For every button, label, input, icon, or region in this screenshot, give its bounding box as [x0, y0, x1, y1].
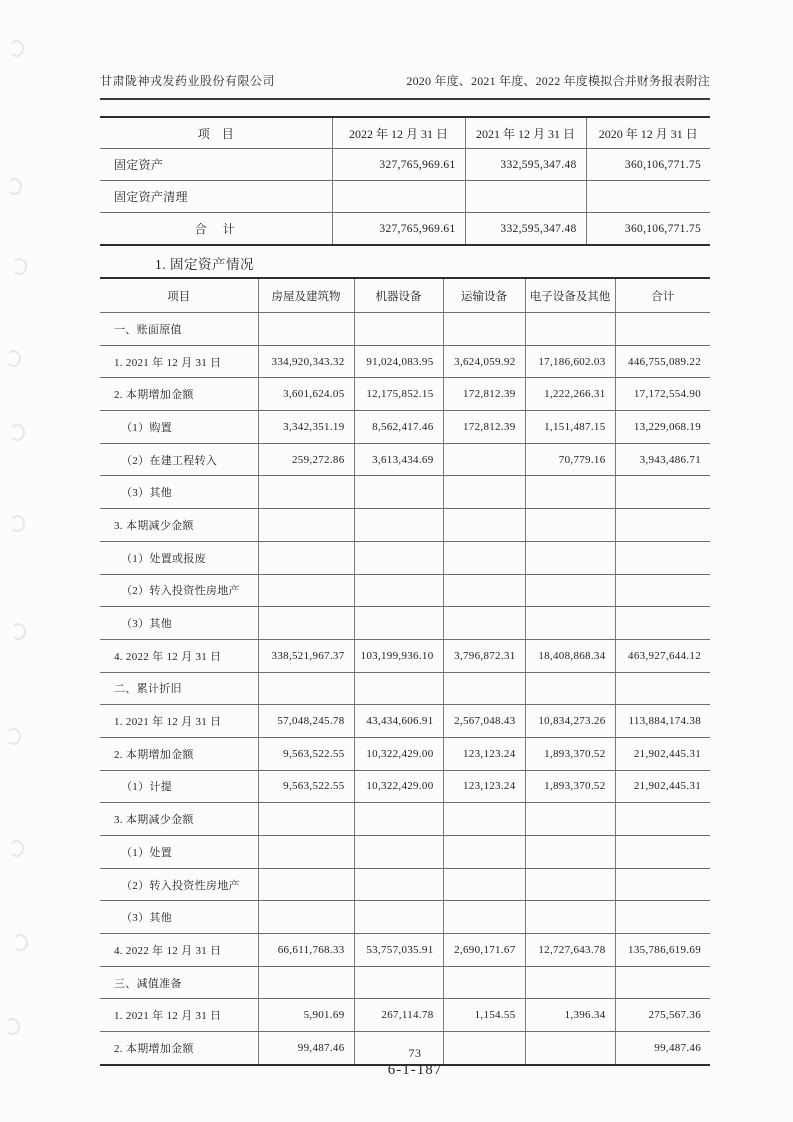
value-cell: 70,779.16	[525, 443, 615, 476]
value-cell	[525, 541, 615, 574]
table-row	[100, 181, 710, 213]
value-cell	[443, 541, 525, 574]
row-label: 4. 2022 年 12 月 31 日	[100, 934, 258, 967]
table-row	[100, 509, 710, 542]
table-row	[100, 705, 710, 738]
value-cell: 1,893,370.52	[525, 737, 615, 770]
value-cell	[525, 509, 615, 542]
row-label: 1. 2021 年 12 月 31 日	[100, 345, 258, 378]
value-cell	[615, 901, 710, 934]
value-cell	[443, 574, 525, 607]
value-cell	[443, 443, 525, 476]
value-cell: 66,611,768.33	[258, 934, 354, 967]
value-cell: 259,272.86	[258, 443, 354, 476]
value-cell: 123,123.24	[443, 737, 525, 770]
value-cell	[443, 901, 525, 934]
table-row	[100, 411, 710, 444]
value-cell	[258, 901, 354, 934]
value-cell	[258, 836, 354, 869]
row-label: 三、减值准备	[100, 966, 258, 999]
value-cell	[354, 313, 443, 346]
row-label: （1）处置	[100, 836, 258, 869]
scan-artifact	[7, 178, 22, 195]
scan-artifact	[10, 515, 25, 532]
table-row	[100, 313, 710, 346]
table-row	[100, 574, 710, 607]
value-cell: 5,901.69	[258, 999, 354, 1032]
value-cell: 21,902,445.31	[615, 770, 710, 803]
value-cell: 338,521,967.37	[258, 639, 354, 672]
value-cell: 3,624,059.92	[443, 345, 525, 378]
value-cell	[615, 313, 710, 346]
column-header: 运输设备	[443, 278, 525, 313]
value-cell: 13,229,068.19	[615, 411, 710, 444]
table-row	[100, 672, 710, 705]
value-cell	[354, 476, 443, 509]
value-cell	[258, 476, 354, 509]
row-label: 3. 本期减少金额	[100, 509, 258, 542]
value-cell	[525, 901, 615, 934]
document-number: 6-1-187	[387, 1062, 443, 1078]
page-content	[100, 72, 710, 1066]
row-label: 固定资产清理	[100, 181, 332, 213]
value-cell	[615, 607, 710, 640]
column-header: 项目	[100, 278, 258, 313]
row-label: （1）购置	[100, 411, 258, 444]
value-cell	[443, 672, 525, 705]
value-cell	[258, 672, 354, 705]
column-header: 2021 年 12 月 31 日	[465, 117, 586, 149]
value-cell	[615, 476, 710, 509]
value-cell	[258, 541, 354, 574]
table-row	[100, 803, 710, 836]
value-cell	[525, 868, 615, 901]
value-cell: 1,396.34	[525, 999, 615, 1032]
value-cell	[443, 607, 525, 640]
value-cell	[258, 966, 354, 999]
value-cell	[258, 868, 354, 901]
value-cell	[465, 181, 586, 213]
value-cell: 3,796,872.31	[443, 639, 525, 672]
value-cell	[615, 509, 710, 542]
value-cell	[443, 966, 525, 999]
table-row	[100, 541, 710, 574]
value-cell: 17,172,554.90	[615, 378, 710, 411]
value-cell: 3,601,624.05	[258, 378, 354, 411]
value-cell	[354, 966, 443, 999]
value-cell	[443, 313, 525, 346]
value-cell: 103,199,936.10	[354, 639, 443, 672]
value-cell: 21,902,445.31	[615, 737, 710, 770]
row-label: （2）在建工程转入	[100, 443, 258, 476]
row-label: 合 计	[194, 222, 237, 236]
value-cell	[354, 509, 443, 542]
value-cell: 10,322,429.00	[354, 770, 443, 803]
value-cell	[615, 574, 710, 607]
value-cell	[525, 803, 615, 836]
value-cell	[354, 868, 443, 901]
table-row	[100, 345, 710, 378]
value-cell	[525, 313, 615, 346]
value-cell: 91,024,083.95	[354, 345, 443, 378]
value-cell	[443, 476, 525, 509]
value-cell	[615, 836, 710, 869]
table-row	[100, 737, 710, 770]
row-label: （1）处置或报废	[100, 541, 258, 574]
value-cell	[525, 574, 615, 607]
value-cell: 17,186,602.03	[525, 345, 615, 378]
value-cell	[525, 966, 615, 999]
value-cell: 43,434,606.91	[354, 705, 443, 738]
row-label: 1. 2021 年 12 月 31 日	[100, 705, 258, 738]
value-cell: 446,755,089.22	[615, 345, 710, 378]
summary-table	[100, 116, 710, 246]
column-header: 合计	[615, 278, 710, 313]
section-heading: 1. 固定资产情况	[155, 257, 254, 272]
scan-artifact	[6, 728, 21, 745]
value-cell	[332, 181, 465, 213]
page-number: 73	[408, 1046, 422, 1060]
value-cell	[615, 541, 710, 574]
page-footer	[100, 1046, 730, 1079]
scan-artifact	[12, 258, 27, 275]
column-header: 2020 年 12 月 31 日	[586, 117, 710, 149]
value-cell: 18,408,868.34	[525, 639, 615, 672]
value-cell: 332,595,347.48	[465, 213, 586, 246]
row-label: 2. 本期增加金额	[100, 737, 258, 770]
value-cell: 57,048,245.78	[258, 705, 354, 738]
value-cell	[586, 181, 710, 213]
fixed-assets-detail-table	[100, 277, 710, 1066]
scan-artifact	[9, 40, 24, 57]
value-cell: 1,893,370.52	[525, 770, 615, 803]
value-cell: 3,943,486.71	[615, 443, 710, 476]
value-cell: 12,175,852.15	[354, 378, 443, 411]
value-cell: 12,727,643.78	[525, 934, 615, 967]
value-cell: 2,690,171.67	[443, 934, 525, 967]
row-label: （3）其他	[100, 476, 258, 509]
value-cell: 327,765,969.61	[332, 149, 465, 181]
scan-artifact	[13, 934, 28, 951]
row-label: （1）计提	[100, 770, 258, 803]
value-cell: 360,106,771.75	[586, 213, 710, 246]
row-label: （2）转入投资性房地产	[100, 868, 258, 901]
value-cell	[258, 313, 354, 346]
scan-artifact	[10, 424, 25, 441]
table-row	[100, 607, 710, 640]
value-cell: 99,487.46	[615, 1032, 710, 1065]
table-row	[100, 999, 710, 1032]
value-cell	[258, 803, 354, 836]
value-cell	[525, 672, 615, 705]
value-cell: 1,151,487.15	[525, 411, 615, 444]
value-cell: 3,613,434.69	[354, 443, 443, 476]
value-cell: 53,757,035.91	[354, 934, 443, 967]
value-cell: 3,342,351.19	[258, 411, 354, 444]
value-cell	[443, 836, 525, 869]
table-row	[100, 966, 710, 999]
row-label: （3）其他	[100, 607, 258, 640]
row-label: 4. 2022 年 12 月 31 日	[100, 639, 258, 672]
page-header	[100, 72, 710, 89]
value-cell	[258, 574, 354, 607]
row-label: 1. 2021 年 12 月 31 日	[100, 999, 258, 1032]
value-cell: 327,765,969.61	[332, 213, 465, 246]
value-cell: 123,123.24	[443, 770, 525, 803]
scan-artifact	[6, 350, 21, 367]
scan-artifact	[9, 840, 24, 857]
row-label: 2. 本期增加金额	[114, 1042, 194, 1055]
value-cell	[354, 803, 443, 836]
value-cell	[615, 868, 710, 901]
value-cell: 99,487.46	[258, 1032, 354, 1065]
detail-table-header-row	[100, 278, 710, 313]
row-label: 二、累计折旧	[100, 672, 258, 705]
company-name: 甘肃陇神戎发药业股份有限公司	[100, 74, 276, 88]
value-cell: 8,562,417.46	[354, 411, 443, 444]
row-label: 固定资产	[100, 149, 332, 181]
value-cell: 135,786,619.69	[615, 934, 710, 967]
value-cell: 1,154.55	[443, 999, 525, 1032]
row-label: 一、账面原值	[100, 313, 258, 346]
value-cell: 332,595,347.48	[465, 149, 586, 181]
column-header: 机器设备	[354, 278, 443, 313]
table-row	[100, 149, 710, 181]
value-cell: 267,114.78	[354, 999, 443, 1032]
table-row	[100, 476, 710, 509]
column-header: 2022 年 12 月 31 日	[332, 117, 465, 149]
table-row	[100, 378, 710, 411]
value-cell: 172,812.39	[443, 411, 525, 444]
table-row	[100, 639, 710, 672]
column-header: 房屋及建筑物	[258, 278, 354, 313]
value-cell: 9,563,522.55	[258, 770, 354, 803]
value-cell	[354, 574, 443, 607]
summary-table-header-row	[100, 117, 710, 149]
value-cell	[354, 607, 443, 640]
value-cell	[354, 541, 443, 574]
value-cell: 2,567,048.43	[443, 705, 525, 738]
value-cell	[615, 803, 710, 836]
column-header: 电子设备及其他	[525, 278, 615, 313]
row-label: 3. 本期减少金额	[100, 803, 258, 836]
value-cell	[525, 607, 615, 640]
table-row	[100, 836, 710, 869]
value-cell	[354, 836, 443, 869]
value-cell: 334,920,343.32	[258, 345, 354, 378]
value-cell: 275,567.36	[615, 999, 710, 1032]
header-divider	[100, 98, 710, 100]
table-row	[100, 443, 710, 476]
value-cell: 10,834,273.26	[525, 705, 615, 738]
value-cell: 10,322,429.00	[354, 737, 443, 770]
table-row	[100, 868, 710, 901]
row-label: 2. 本期增加金额	[100, 378, 258, 411]
value-cell	[354, 672, 443, 705]
value-cell	[615, 672, 710, 705]
value-cell	[525, 476, 615, 509]
value-cell	[443, 509, 525, 542]
value-cell	[258, 607, 354, 640]
value-cell	[443, 868, 525, 901]
row-label: （3）其他	[100, 901, 258, 934]
table-row	[100, 934, 710, 967]
value-cell: 113,884,174.38	[615, 705, 710, 738]
report-title: 2020 年度、2021 年度、2022 年度模拟合并财务报表附注	[406, 74, 710, 88]
value-cell: 172,812.39	[443, 378, 525, 411]
value-cell	[258, 509, 354, 542]
value-cell: 9,563,522.55	[258, 737, 354, 770]
value-cell: 1,222,266.31	[525, 378, 615, 411]
value-cell	[525, 836, 615, 869]
table-row	[100, 901, 710, 934]
value-cell	[615, 966, 710, 999]
scan-artifact	[5, 1018, 20, 1035]
row-label: （2）转入投资性房地产	[100, 574, 258, 607]
column-header: 项 目	[100, 117, 332, 149]
value-cell	[354, 901, 443, 934]
value-cell: 360,106,771.75	[586, 149, 710, 181]
scan-artifact	[11, 623, 26, 640]
value-cell	[443, 803, 525, 836]
table-row	[100, 770, 710, 803]
value-cell: 463,927,644.12	[615, 639, 710, 672]
table-row	[100, 213, 710, 246]
